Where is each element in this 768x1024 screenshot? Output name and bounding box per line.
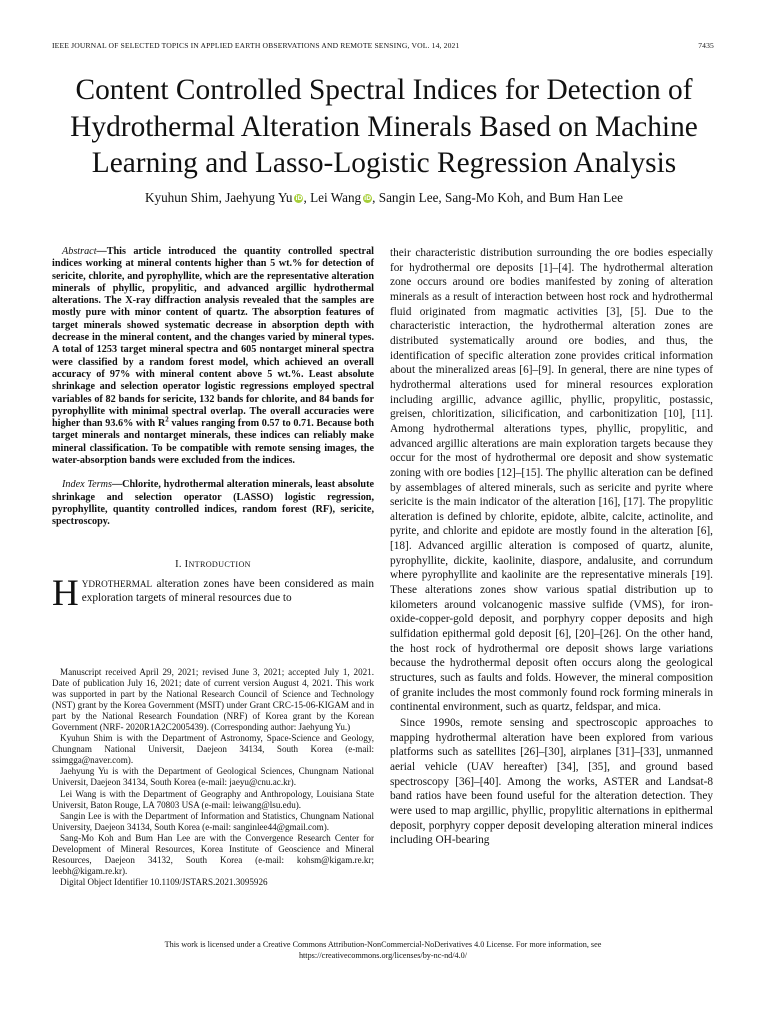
index-terms-label: Index Terms bbox=[62, 479, 112, 491]
drop-cap: H bbox=[52, 572, 79, 614]
abstract bbox=[52, 246, 374, 467]
footnote-manuscript: Manuscript received April 29, 2021; revised June 3, 2021; accepted July 1, 2021. Date of publication July 16, 2021; date of current version August 4, 2021. This work was supported in part by the National Research Council of Science and Technology (NST) grant by the Korea Government (MSIT) under Grant CRC-15-06-KIGAM and in part by the National Research Foundation (NRF) of Korea grant by the Korean Government (NRF- 2020R1A2C2005439). (Corresponding author: Jaehyung Yu.) bbox=[52, 667, 374, 733]
paper-title: Content Controlled Spectral Indices for Detection of Hydrothermal Alteration Minerals Based on Machine Learning and Lasso-Logistic Regression Analysis bbox=[70, 74, 698, 179]
footnote-doi: Digital Object Identifier 10.1109/JSTARS.2021.3095926 bbox=[60, 876, 268, 887]
index-terms bbox=[52, 479, 374, 528]
section-heading-introduction: I. INTRODUCTION bbox=[175, 558, 251, 570]
author-names-2: , Lei Wang bbox=[303, 190, 362, 205]
author-list bbox=[30, 189, 738, 207]
orcid-icon[interactable]: iD bbox=[295, 195, 303, 202]
author-names-3: , Sangin Lee, Sang-Mo Koh, and Bum Han Lee bbox=[372, 190, 624, 205]
license-text: This work is licensed under a Creative Commons Attribution-NonCommercial-NoDerivatives 4.0 License. For more information, see bbox=[164, 940, 602, 949]
abstract-label: Abstract bbox=[62, 246, 97, 257]
intro-paragraph bbox=[52, 572, 374, 614]
abstract-text: —This article introduced the quantity controlled spectral indices working at mineral contents higher than 5 wt.% for detection of sericite, chlorite, and pyrophyllite, which are the representative alteration minerals of phyllic, propylitic, and advanced argillic hydrothermal alterations. The X-ray diffraction analysis revealed that the samples are mostly pure with minor content of quartz. The absorption features of target minerals showed systematic decrease in absorption depth with decrease in the mineral content, and the changes varied by mineral types. A total of 1253 target mineral spectra and 605 nontarget mineral spectra were classified by a random forest model, which achieved an overall accuracy of 97% with mineral content above 5 wt.%. Least absolute shrinkage and selection operator logistic regressions employed spectral variables of 82 bands for sericite, 132 bands for chlorite, and 84 bands for pyrophyllite with minimal spectral overlap. The overall accuracies were higher than 93.6% with R bbox=[52, 246, 374, 430]
footnote-affiliation-wang: Lei Wang is with the Department of Geography and Anthropology, Louisiana State Universit, Baton Rouge, LA 70803 USA (e-mail: leiwang@lsu.edu). bbox=[52, 788, 374, 810]
body-paragraph: their characteristic distribution surrounding the ore bodies especially for hydrothermal ore deposits [1]–[4]. The hydrothermal alteration zone occurs around ore bodies manifested by zoning of alteration minerals as a result of interaction between host rock and hydrothermal fluid originated from magmatic activities [3], [5]. Due to the characteristic interaction, the hydrothermal alteration zones are distributed systematically around ore bodies, and thus, the identification of specific alteration zone provides critical information about the mineralized areas [6]–[9]. In general, there are nine types of hydrothermal alterations used for mineral resources exploration including argillic, advance agillic, phyllic, propylitic, postassic, greisen, chloritization, silicification, and carbonitization [10], [11]. Among hydrothermal alterations types, phyllic, propylitic, and advanced argillic alterations are main exploration targets because they occur for the most of hydrothermal ore deposit and show systematic zoning with ore bodies [12]–[15]. The phyllic alteration can be defined by assemblages of altered minerals, such as sericite and pyrite where sericite is the main indicator of the alteration [16], [17]. The propylitic alteration is defined by chlorite, epidote, albite, calcite, actinolite, and pyrite, and chlorite and epidote are mostly found in the alteration [6], [18]. Advanced argillic alteration is composed of quartz, alunite, pyrophyllite, dickite, kaolinite, diaspore, andalusite, and corrundum where pyrophyllite and kaolinite are the representative minerals [19]. These alterations zones show various spatial distribution up to kilometers around volcanogenic massive sulfide (VMS), for iron-oxide-copper-gold deposit, and porphyry copper deposits and high sulfidation epithermal gold deposit [6], [20]–[26]. On the other hand, the host rock of hydrothermal ore deposit shows large variations because the hydrothermal deposit often occurs along the geological structures, such as faults and folds. However, the mineral composition of granite includes the most commonly found rock forming minerals in continental environment, such as quartz, feldspar, and mica. bbox=[390, 247, 713, 714]
footnote-affiliation-koh-lee: Sang-Mo Koh and Bum Han Lee are with the Convergence Research Center for Development of Mineral Resources, Korea Institute of Geoscience and Mineral Resources, Daejeon 34132, South Korea (e-mail: kohsm@kigam.re.kr; leebh@kigam.re.kr). bbox=[52, 832, 374, 876]
footnote-affiliation-shim: Kyuhun Shim is with the Department of Astronomy, Space-Science and Geology, Chungnam National Universit, Daejeon 34134, South Korea (e-mail: ssimgga@naver.com). bbox=[52, 733, 374, 766]
license-notice bbox=[52, 939, 714, 961]
body-paragraph: Since 1990s, remote sensing and spectroscopic approaches to mapping hydrothermal alteration have been explored from various platforms such as satellites [26]–[30], airplanes [31]–[33], unmanned aerial vehicle (UAV hereafter) [34], [35], and ground based spectroscopy [36]–[40]. Among the works, ASTER and Landsat-8 band ratios have been found useful for the alteration detection. They were used to map argillic, phyllic, propylitic alternations in epithermal deposit, porphyry copper deposit developing alteration mineral indices including OH-bearing bbox=[390, 717, 713, 847]
running-header bbox=[52, 41, 714, 53]
footnotes bbox=[52, 667, 374, 888]
abstract-text-end: values ranging from 0.57 to 0.71. Because both target minerals and nontarget minerals, these indices can reliably make mineral classification. To be compatible with remote sensing images, the water-absorption bands were excluded from the indices. bbox=[52, 418, 374, 467]
journal-name: IEEE JOURNAL OF SELECTED TOPICS IN APPLIED EARTH OBSERVATIONS AND REMOTE SENSING, VOL. 14, 2021 bbox=[52, 41, 460, 50]
intro-text: alteration zones have been considered as main exploration targets of mineral resources due to bbox=[81, 577, 374, 605]
right-column bbox=[390, 246, 713, 848]
license-link[interactable]: https://creativecommons.org/licenses/by-nc-nd/4.0/ bbox=[298, 951, 468, 960]
page-number: 7435 bbox=[698, 41, 714, 50]
footnote-affiliation-yu: Jaehyung Yu is with the Department of Geological Sciences, Chungnam National Universit, Daejeon 34134, South Korea (e-mail: jaeyu@cnu.ac.kr). bbox=[52, 766, 374, 788]
author-names-1: Kyuhun Shim, Jaehyung Yu bbox=[144, 190, 293, 205]
intro-smallcaps: YDROTHERMAL bbox=[81, 578, 153, 589]
footnote-affiliation-lee: Sangin Lee is with the Department of Information and Statistics, Chungnam National University, Daejeon 34134, South Korea (e-mail: sanginlee44@gmail.com). bbox=[52, 810, 374, 832]
orcid-icon[interactable]: iD bbox=[364, 195, 372, 202]
r-squared-sup: 2 bbox=[165, 415, 169, 424]
left-column bbox=[52, 246, 374, 614]
index-terms-text: —Chlorite, hydrothermal alteration minerals, least absolute shrinkage and selection operator (LASSO) logistic regression, pyrophyllite, quantity controlled indices, random forest (RF), sericite, spectroscopy. bbox=[52, 479, 374, 528]
